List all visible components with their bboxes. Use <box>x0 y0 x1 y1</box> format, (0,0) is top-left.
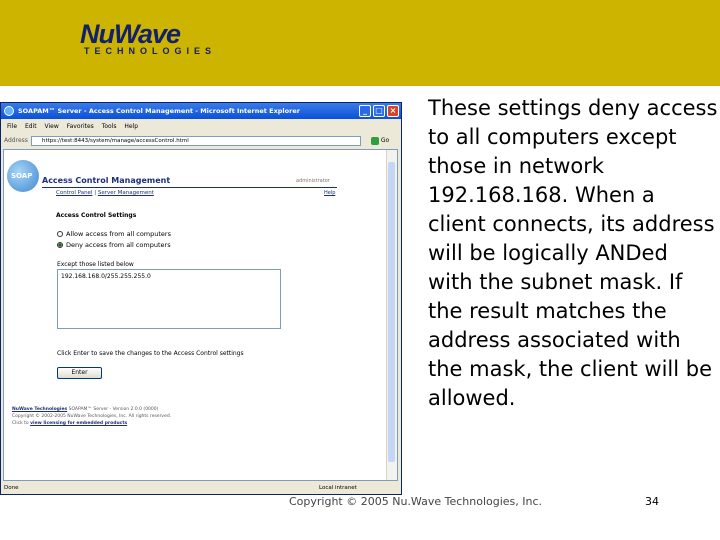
breadcrumb <box>56 190 154 196</box>
breadcrumb-control-panel[interactable]: Control Panel <box>56 190 93 196</box>
radio-deny-label: Deny access from all computers <box>66 241 171 249</box>
status-bar <box>1 483 401 494</box>
address-bar <box>1 134 401 148</box>
vertical-scrollbar[interactable] <box>386 150 397 480</box>
help-link[interactable]: Help <box>324 190 336 196</box>
footer-licensing-link[interactable]: view licensing for embedded products <box>30 421 128 426</box>
radio-deny-all[interactable] <box>57 241 171 249</box>
except-textarea[interactable]: 192.168.168.0/255.255.255.0 <box>57 269 281 329</box>
go-arrow-icon <box>371 137 379 145</box>
menu-edit[interactable]: Edit <box>24 123 37 130</box>
footer-copyright: Copyright © 2002-2005 NuWave Technologies, Inc. All rights reserved. <box>12 414 172 419</box>
maximize-button[interactable]: □ <box>373 105 385 117</box>
menu-help[interactable]: Help <box>124 123 139 130</box>
radio-allow-circle[interactable] <box>57 231 63 237</box>
slide-page-number: 34 <box>645 495 659 508</box>
page-footer <box>12 406 171 427</box>
slide-copyright: Copyright © 2005 Nu.Wave Technologies, Inc. <box>289 495 543 508</box>
status-zone: Local intranet <box>319 485 357 491</box>
go-label: Go <box>380 137 390 144</box>
ie-icon <box>4 106 14 116</box>
soap-logo-icon <box>7 160 39 192</box>
radio-deny-circle[interactable] <box>57 242 63 248</box>
page-content <box>3 149 398 481</box>
slide-body-text: These settings deny access to all computers except those in network 192.168.168. When a client connects, its address will be logically ANDed with the subnet mask. If the result matches the address associated with the mask, the client will be allowed. <box>428 96 718 410</box>
page-title: Access Control Management <box>42 176 171 185</box>
logo-main-text: NuWave <box>80 19 181 49</box>
status-done: Done <box>4 485 19 491</box>
nuwave-logo <box>80 20 230 60</box>
admin-label: administrator <box>296 178 330 184</box>
menu-favorites[interactable]: Favorites <box>66 123 94 130</box>
logo-sub-text: TECHNOLOGIES <box>84 46 217 56</box>
radio-allow-label: Allow access from all computers <box>66 230 171 238</box>
settings-heading: Access Control Settings <box>56 212 137 219</box>
browser-title: SOAPAM™ Server - Access Control Management - Microsoft Internet Explorer <box>18 107 300 115</box>
minimize-button[interactable]: _ <box>359 105 371 117</box>
click-enter-message: Click Enter to save the changes to the Access Control settings <box>57 350 244 357</box>
enter-button[interactable]: Enter <box>57 367 102 379</box>
menu-tools[interactable]: Tools <box>101 123 117 130</box>
browser-title-bar <box>1 103 401 119</box>
footer-version: SOAPAM™ Server - Version 2.0.0 (0000) <box>67 407 159 412</box>
breadcrumb-separator: | <box>94 190 97 196</box>
except-label: Except those listed below <box>57 261 134 268</box>
scrollbar-thumb[interactable] <box>388 162 395 462</box>
address-label: Address <box>4 137 28 144</box>
menu-file[interactable]: File <box>7 123 18 130</box>
browser-window-screenshot <box>0 102 402 495</box>
menu-view[interactable]: View <box>44 123 59 130</box>
go-button[interactable] <box>363 136 397 146</box>
address-input[interactable]: https://test:8443/system/manage/accessControl.html <box>31 136 361 146</box>
close-button[interactable]: × <box>387 105 399 117</box>
soap-badge-text: SOAP <box>11 172 33 180</box>
title-underline <box>42 187 337 188</box>
menu-bar <box>1 120 401 133</box>
header-banner <box>0 0 720 86</box>
footer-company-link[interactable]: NuWave Technologies <box>12 407 68 412</box>
footer-click-prefix: Click to <box>12 421 31 426</box>
breadcrumb-server-management[interactable]: Server Management <box>97 190 154 196</box>
radio-allow-all[interactable] <box>57 230 171 238</box>
